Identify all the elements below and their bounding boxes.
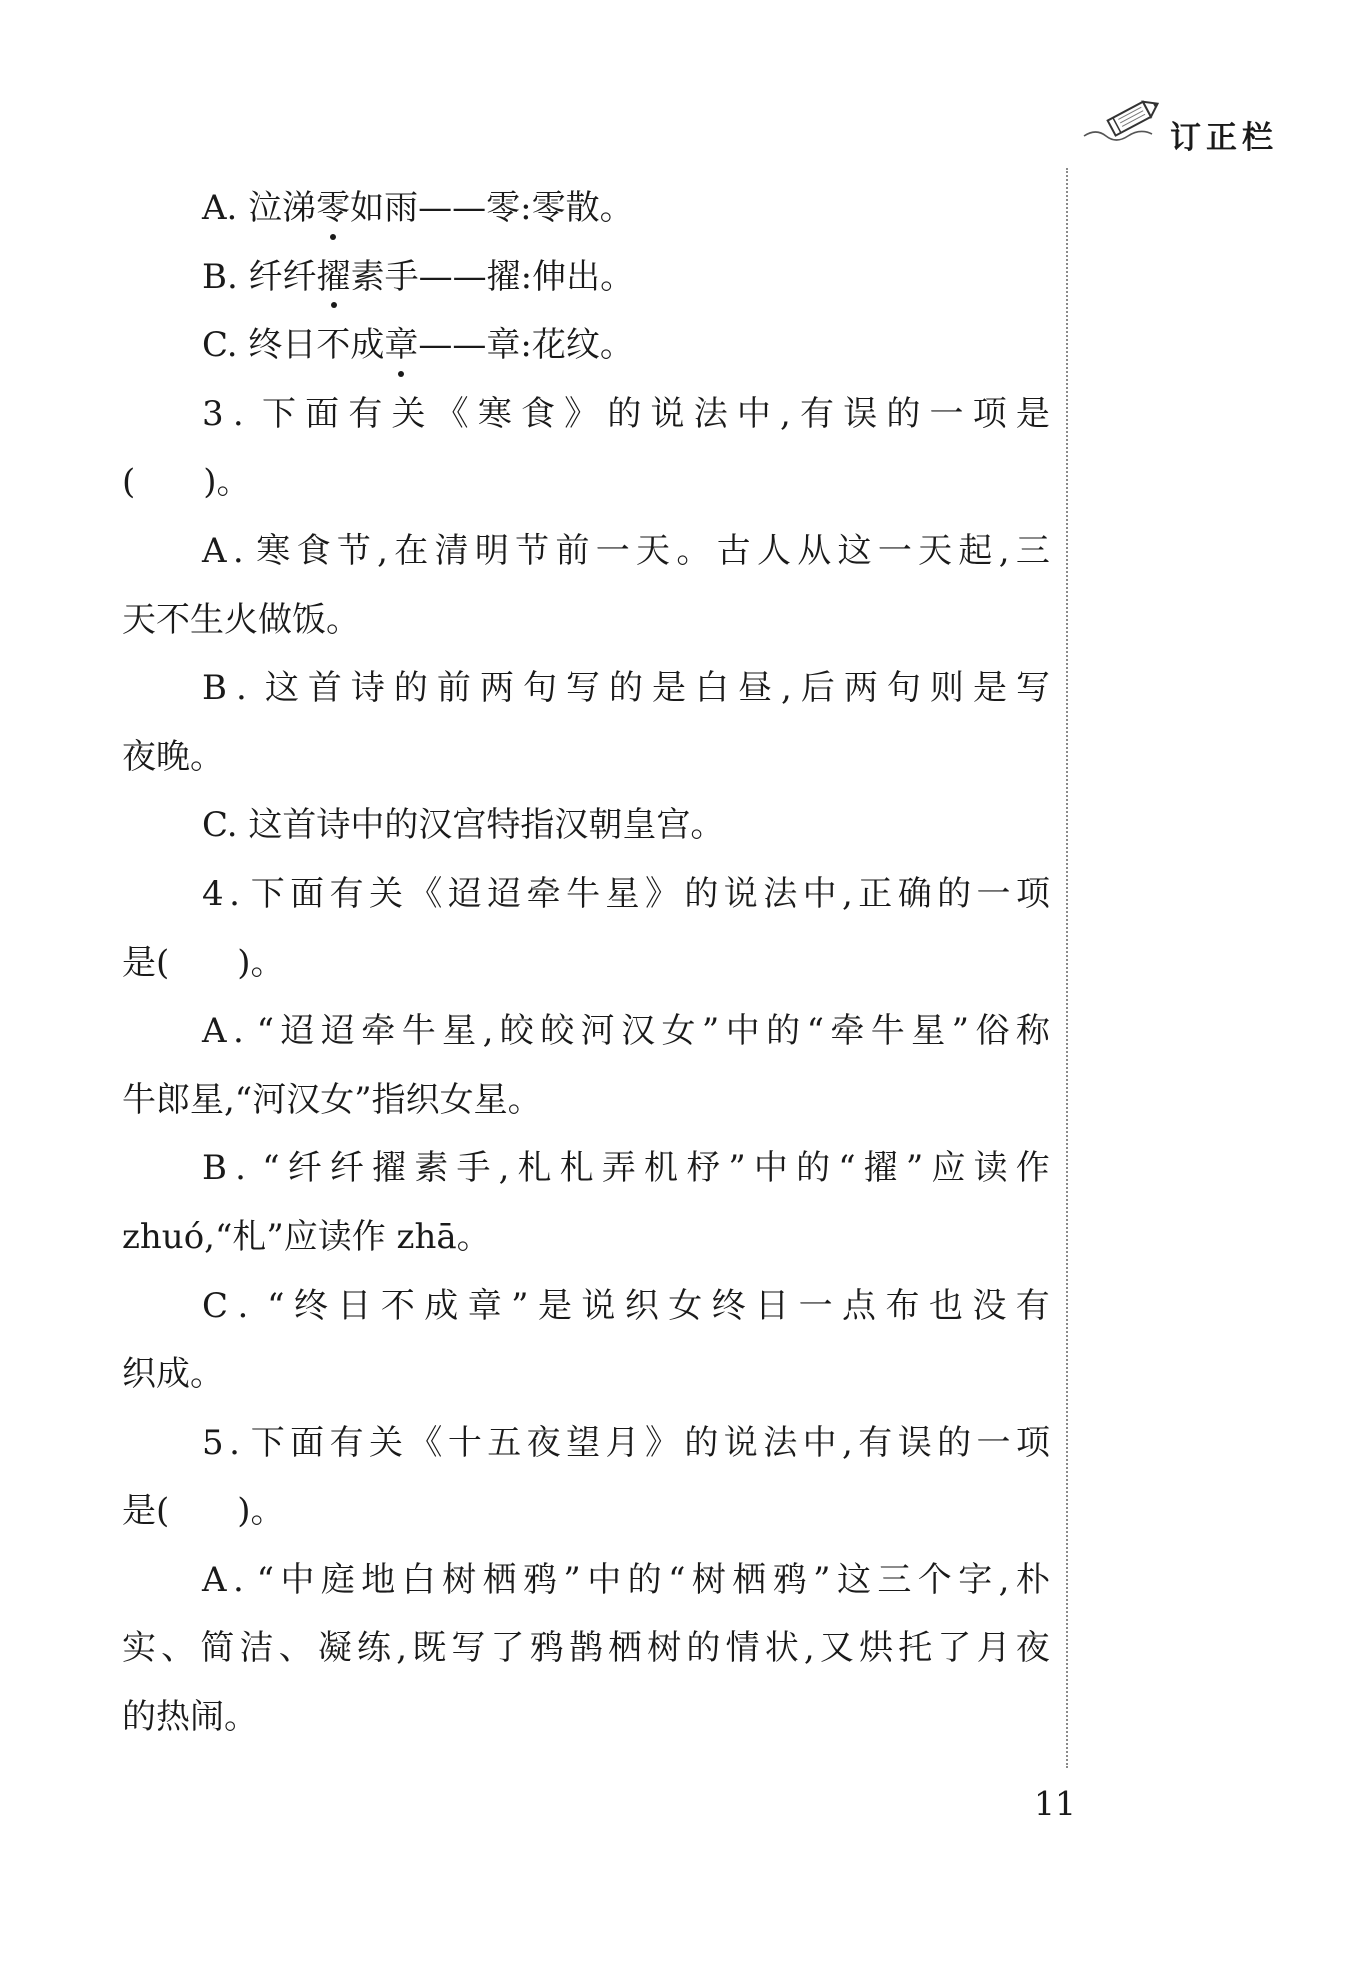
text-glyph: , [998,1559,1010,1600]
text-glyph: 鹊 [568,1628,603,1669]
text-glyph: 、 [278,1628,313,1669]
text-glyph: 白 [401,1559,436,1600]
text-glyph: A [202,530,227,571]
text-glyph: 札 [517,1148,552,1189]
text-glyph: . [232,1559,244,1600]
text-glyph: 写 [451,1628,486,1669]
text-glyph: 的 [393,668,428,709]
text-glyph: C [202,1285,229,1326]
text-glyph: 的 [627,1559,662,1600]
text-glyph: 项 [1015,1422,1050,1463]
text-glyph: 简 [200,1628,235,1669]
text-glyph: 、 [161,1628,196,1669]
text-glyph: 机 [644,1148,679,1189]
text-glyph: 有 [329,1422,364,1463]
text-glyph: A [202,1559,227,1600]
q4-option-b-cont: zhuó,“札”应读作 zhā。 [122,1216,491,1257]
text-glyph: 中 [280,1559,315,1600]
text-glyph: 一 [929,393,964,434]
text-glyph: 月 [976,1628,1011,1669]
text-glyph: , [498,1148,510,1189]
text-glyph: 后 [800,668,835,709]
correction-column-divider [1066,168,1068,1768]
text-glyph: 中 [753,1148,788,1189]
text-glyph: 鸦 [522,1559,557,1600]
text-glyph: 地 [361,1559,396,1600]
text-glyph: 栖 [732,1559,767,1600]
correction-column-header [1082,92,1332,162]
q4-option-c-cont: 织成。 [122,1354,224,1395]
pencil-icon [1082,92,1170,152]
text-glyph: 既 [412,1628,447,1669]
text-glyph: 皎 [540,1011,575,1052]
text-glyph: 栖 [482,1559,517,1600]
q3-answer-blank: ( )。 [122,462,251,503]
text-glyph: 面 [290,1422,325,1463]
correction-column-title: 订正栏 [1170,120,1278,156]
text-glyph: 正 [858,873,893,914]
page-number: 11 [1034,1784,1076,1823]
text-glyph: 纤 [287,1148,322,1189]
text-glyph: 5 [202,1422,224,1463]
text-glyph: 星 [911,1011,946,1052]
text-glyph: , [396,1628,408,1669]
text-glyph: 说 [650,393,685,434]
text-glyph: 一 [976,873,1011,914]
text-glyph: 树 [442,1559,477,1600]
text-glyph: 三 [1015,530,1050,571]
text-glyph: 也 [928,1285,963,1326]
text-glyph: 十 [447,1422,482,1463]
text-glyph: 两 [479,668,514,709]
text-glyph: 人 [756,530,791,571]
question-text-column [122,174,1050,1752]
text-glyph: 星 [605,873,640,914]
q4-option-c [122,1272,1050,1341]
text-glyph: 终 [293,1285,328,1326]
text-glyph: 个 [917,1559,952,1600]
q4-option-a [122,997,1050,1066]
text-glyph: 月 [605,1422,640,1463]
text-glyph: 望 [566,1422,601,1463]
text-glyph: ” [511,1285,529,1326]
text-glyph: 读 [973,1148,1008,1189]
text-glyph: . [232,393,244,434]
text-glyph: 从 [797,530,832,571]
text-glyph: 法 [693,393,728,434]
text-glyph: 天 [918,530,953,571]
text-glyph: 作 [1015,1148,1050,1189]
text-glyph: 又 [819,1628,854,1669]
text-glyph: 练 [357,1628,392,1669]
q2-option-a: A. 泣涕 零 如雨——零:零散。 [122,174,1050,243]
text-glyph: 牵 [830,1011,865,1052]
text-glyph: 句 [886,668,921,709]
q3-option-c: C. 这首诗中的汉宫特指汉朝皇宫。 [202,805,725,846]
text-glyph: 确 [897,873,932,914]
text-glyph: 手 [456,1148,491,1189]
text-glyph: 3 [202,393,224,434]
text-glyph: 节 [336,530,371,571]
text-glyph: 称 [1015,1011,1050,1052]
text-glyph: 则 [929,668,964,709]
text-glyph: . [235,1148,246,1189]
text-glyph: 夜 [526,1422,561,1463]
q3-option-a [122,517,1050,586]
text-glyph: 中 [587,1559,622,1600]
text-glyph: 面 [290,873,325,914]
text-glyph: ” [813,1559,831,1600]
text-glyph: 食 [521,393,555,434]
text-glyph: 下 [261,393,296,434]
text-glyph: 诗 [350,668,385,709]
text-glyph: 点 [842,1285,877,1326]
text-glyph: 下 [250,873,285,914]
text-glyph: 前 [555,530,590,571]
text-glyph: 牛 [401,1011,436,1052]
text-glyph: 牛 [566,873,601,914]
text-glyph: 字 [958,1559,993,1600]
text-glyph: 托 [898,1628,933,1669]
q3-option-a-cont: 天不生火做饭。 [122,599,360,640]
text-glyph: 法 [763,1422,798,1463]
text-glyph: 三 [877,1559,912,1600]
text-glyph: 的 [607,393,642,434]
text-glyph: 迢 [487,873,522,914]
text-glyph: 弄 [601,1148,636,1189]
text-glyph: 中 [802,1422,837,1463]
text-glyph: 在 [394,530,429,571]
text-glyph: 迢 [280,1011,315,1052]
text-glyph: 食 [296,530,331,571]
text-glyph: 有 [1015,1285,1050,1326]
text-glyph: 纤 [329,1148,364,1189]
text-glyph: 误 [843,393,878,434]
text-glyph: 》 [644,873,679,914]
text-glyph: , [842,873,853,914]
text-glyph: 的 [937,873,972,914]
text-glyph: . [232,530,244,571]
text-glyph: 这 [837,530,872,571]
text-glyph: 擢 [863,1148,898,1189]
text-glyph: , [377,530,388,571]
text-glyph: 洁 [239,1628,274,1669]
q4-option-a-cont: 牛郎星,“河汉女”指织女星。 [122,1079,542,1120]
text-glyph: 的 [796,1148,831,1189]
q5-stem [122,1409,1050,1478]
text-glyph: 实 [122,1628,156,1669]
text-glyph: 星 [442,1011,477,1052]
text-glyph: 昼 [738,668,773,709]
text-glyph: 五 [487,1422,522,1463]
text-glyph: 首 [307,668,342,709]
text-glyph: 《 [408,1422,443,1463]
text-glyph: 项 [972,393,1007,434]
q2-option-c: C. 终日不成 章 ——章:花纹。 [122,311,1050,380]
text-glyph: 布 [885,1285,920,1326]
text-glyph: 关 [368,873,403,914]
text-glyph: 明 [474,530,509,571]
text-glyph: 有 [858,1422,893,1463]
text-glyph: 这 [264,668,299,709]
text-glyph: 《 [434,393,469,434]
text-glyph: . [236,668,247,709]
text-glyph: 织 [624,1285,659,1326]
text-glyph: 迢 [320,1011,355,1052]
q5-answer-blank: 是( )。 [122,1491,285,1532]
text-glyph: , [781,668,792,709]
text-glyph: 是 [1015,393,1050,434]
text-glyph: A [202,1011,227,1052]
dotted-character: 章 [384,311,418,380]
text-glyph: 前 [436,668,471,709]
q5-option-a-cont [122,1614,1050,1683]
text-glyph: 汉 [621,1011,656,1052]
q2-option-b: B. 纤纤 擢 素手——擢:伸出。 [122,243,1050,312]
text-glyph: “ [806,1011,824,1052]
text-glyph: 鸦 [529,1628,564,1669]
text-glyph: 牛 [870,1011,905,1052]
text-glyph: . [229,873,240,914]
q5-option-a [122,1546,1050,1615]
text-glyph: 写 [565,668,600,709]
text-glyph: 》 [644,1422,679,1463]
text-glyph: 的 [886,393,921,434]
text-glyph: 了 [490,1628,525,1669]
q3-option-b-cont: 夜晚。 [122,736,224,777]
text-glyph: ” [701,1011,720,1052]
text-glyph: 说 [723,1422,758,1463]
text-glyph: 庭 [320,1559,355,1600]
text-glyph: ” [905,1148,924,1189]
text-glyph: 的 [686,1628,721,1669]
text-glyph: 应 [931,1148,966,1189]
text-glyph: 栖 [608,1628,643,1669]
text-glyph: 夜 [1015,1628,1050,1669]
text-glyph: 是 [652,668,686,709]
text-glyph: “ [256,1011,275,1052]
text-glyph: 女 [661,1011,696,1052]
text-glyph: 牵 [361,1011,396,1052]
text-glyph: 了 [937,1628,972,1669]
text-glyph: 起 [958,530,993,571]
text-glyph: 这 [836,1559,871,1600]
text-glyph: 项 [1015,873,1050,914]
text-glyph: ” [563,1559,581,1600]
q4-answer-blank: 是( )。 [122,942,285,983]
text-glyph: 说 [581,1285,616,1326]
text-glyph: “ [262,1148,280,1189]
text-glyph: 不 [380,1285,415,1326]
q4-stem [122,860,1050,929]
text-glyph: 树 [647,1628,682,1669]
text-glyph: 一 [595,530,630,571]
text-glyph: 一 [976,1422,1011,1463]
text-glyph: . [229,1422,240,1463]
text-glyph: “ [668,1559,686,1600]
text-glyph: 女 [668,1285,703,1326]
text-glyph: 烘 [859,1628,894,1669]
text-glyph: 法 [763,873,798,914]
text-glyph: 下 [250,1422,285,1463]
text-glyph: 《 [408,873,443,914]
text-glyph: 没 [972,1285,1007,1326]
text-glyph: , [998,530,1010,571]
text-glyph: 树 [691,1559,726,1600]
text-glyph: “ [267,1285,285,1326]
text-glyph: ” [951,1011,970,1052]
text-glyph: , [780,393,791,434]
text-glyph: 古 [716,530,751,571]
q5-option-a-end: 的热闹。 [122,1697,258,1738]
text-glyph: 节 [515,530,550,571]
text-glyph: 札 [559,1148,594,1189]
text-glyph: 日 [337,1285,372,1326]
text-glyph: 有 [800,393,835,434]
text-glyph: 两 [843,668,878,709]
text-glyph: ” [728,1148,746,1189]
text-glyph: 白 [695,668,730,709]
text-glyph: 4 [202,873,224,914]
text-glyph: 一 [798,1285,833,1326]
text-glyph: 中 [725,1011,760,1052]
text-glyph: 说 [723,873,758,914]
text-glyph: 有 [329,873,364,914]
text-glyph: 寒 [477,393,512,434]
text-glyph: 河 [580,1011,615,1052]
text-glyph: 迢 [447,873,482,914]
q4-option-b [122,1134,1050,1203]
text-glyph: 句 [522,668,557,709]
q3-option-b [122,654,1050,723]
text-glyph: 误 [897,1422,932,1463]
text-glyph: 》 [564,393,599,434]
text-glyph: 面 [305,393,340,434]
text-glyph: 天 [636,530,671,571]
text-glyph: 的 [684,1422,719,1463]
text-glyph: 关 [368,1422,403,1463]
text-glyph: 关 [391,393,426,434]
text-glyph: 牵 [526,873,561,914]
text-glyph: 中 [736,393,771,434]
text-glyph: . [232,1011,244,1052]
text-glyph: 章 [467,1285,502,1326]
text-glyph: 是 [537,1285,572,1326]
text-glyph: 寒 [256,530,291,571]
text-glyph: 的 [608,668,643,709]
text-glyph: 俗 [975,1011,1010,1052]
text-glyph: 的 [937,1422,972,1463]
text-glyph: 成 [424,1285,459,1326]
text-glyph: B [202,1148,227,1189]
text-glyph: 的 [766,1011,801,1052]
text-glyph: “ [838,1148,856,1189]
text-glyph: 清 [434,530,469,571]
text-glyph: , [482,1011,494,1052]
text-glyph: 。 [676,530,711,571]
text-glyph: 写 [1015,668,1050,709]
text-glyph: 素 [414,1148,449,1189]
q3-stem [122,380,1050,449]
text-glyph: 有 [348,393,383,434]
text-glyph: 状 [764,1628,799,1669]
dotted-character: 擢 [317,243,351,312]
text-glyph: 的 [684,873,719,914]
text-glyph: 终 [711,1285,746,1326]
text-glyph: , [803,1628,815,1669]
dotted-character: 零 [316,174,350,243]
text-glyph: 凝 [317,1628,352,1669]
text-glyph: 杼 [686,1148,721,1189]
text-glyph: 鸦 [772,1559,807,1600]
text-glyph: . [237,1285,249,1326]
text-glyph: “ [256,1559,275,1600]
text-glyph: B [202,668,227,709]
text-glyph: 是 [972,668,1007,709]
text-glyph: 一 [877,530,912,571]
text-glyph: , [842,1422,853,1463]
text-glyph: 擢 [372,1148,407,1189]
text-glyph: 朴 [1015,1559,1050,1600]
text-glyph: 日 [755,1285,790,1326]
text-glyph: 皎 [499,1011,534,1052]
text-glyph: 中 [802,873,837,914]
text-glyph: 情 [725,1628,760,1669]
